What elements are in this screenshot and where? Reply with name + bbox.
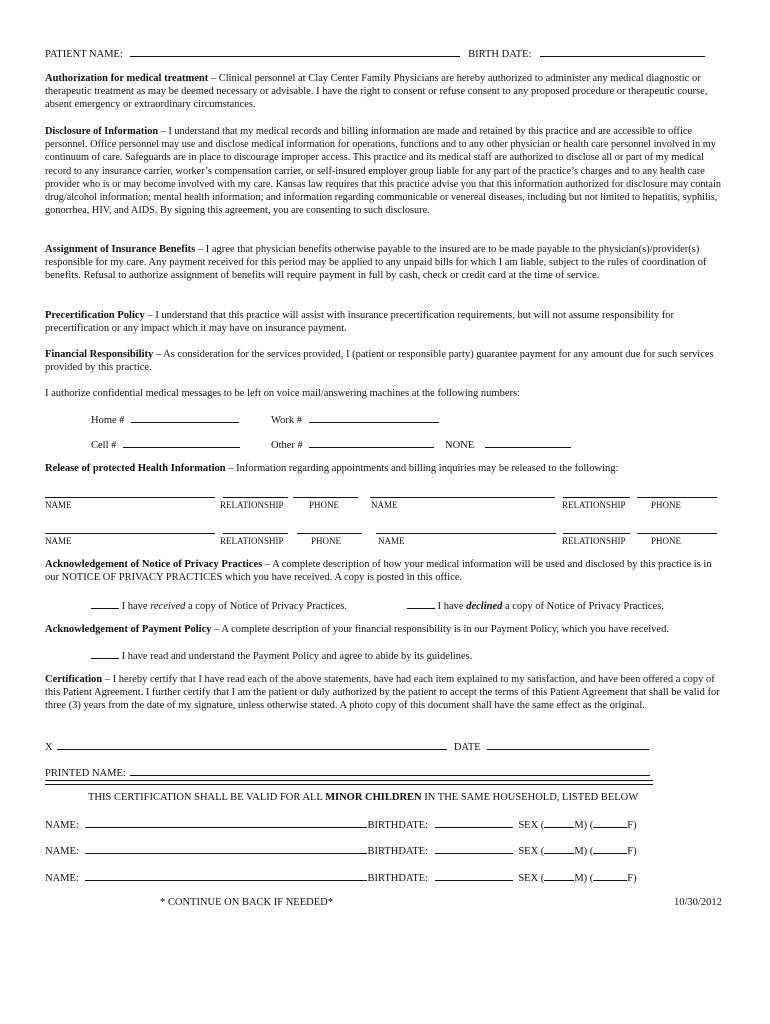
assignment-body: – I agree that physician benefits otherwise payable to the insured are to be made payable to the physician(s)/provider(s) responsible for my care. Any payment received for this period may be applied to any unpaid bills for which I am liable, subject to the rules of coordination of benefits. Refusal to authorize assignment of benefits will require payment in full by cash, check or credit card at the time of service.: [45, 244, 707, 282]
work-phone-label: Work #: [271, 415, 302, 426]
form-date: 10/30/2012: [674, 897, 722, 908]
release-phone-2-label: PHONE: [651, 500, 682, 510]
privacy-body: – A complete description of how your medical information will be used and disclosed by this practice is in our NOTICE OF PRIVACY PRACTICES which you have received. A copy is posted in this office.: [45, 559, 712, 584]
other-phone-row: [271, 437, 571, 452]
home-phone-field[interactable]: [131, 412, 239, 423]
privacy-declined-text: I have declined a copy of Notice of Privacy Practices.: [437, 601, 664, 612]
none-label: NONE: [445, 440, 475, 451]
privacy-received-text: I have received a copy of Notice of Privacy Practices.: [121, 601, 347, 612]
privacy-received-checkbox[interactable]: [91, 598, 119, 609]
authorization-title: Authorization for medical treatment: [45, 73, 209, 84]
minor-sex-label: SEX (: [518, 873, 545, 884]
minor-birthdate-field[interactable]: [435, 817, 513, 828]
release-phone-2-field[interactable]: [637, 496, 717, 498]
certification-title: Certification: [45, 674, 103, 685]
cell-phone-field[interactable]: [123, 437, 240, 448]
voicemail-text: I authorize confidential medical messages to be left on voice mail/answering machines at the following numbers:: [45, 388, 520, 399]
financial-title: Financial Responsibility: [45, 349, 154, 360]
payment-ack-row: [91, 648, 472, 663]
release-phone-1-field[interactable]: [293, 496, 358, 498]
precertification-section: [45, 309, 725, 335]
section-divider: [45, 780, 653, 785]
other-phone-label: Other #: [271, 440, 303, 451]
continue-note: * CONTINUE ON BACK IF NEEDED*: [160, 897, 333, 908]
none-field[interactable]: [485, 437, 571, 448]
financial-body: – As consideration for the services provided, I (patient or responsible party) guarantee payment for any amount due for such services provided by this practice.: [45, 349, 714, 374]
minor-m-label: M) (: [574, 820, 594, 831]
patient-name-row: [45, 46, 705, 61]
signature-x-label: X: [45, 742, 53, 753]
release-name-4-field[interactable]: [376, 532, 556, 534]
certification-section: [45, 673, 725, 713]
minor-name-label: NAME:: [45, 873, 79, 884]
minor-sex-label: SEX (: [518, 820, 545, 831]
release-relationship-2-field[interactable]: [563, 496, 630, 498]
minor-name-field[interactable]: [85, 870, 367, 881]
patient-name-label: PATIENT NAME:: [45, 49, 123, 60]
release-name-3-field[interactable]: [45, 532, 215, 534]
certification-body: – I hereby certify that I have read each of the above statements, have had each item explained to my satisfaction, and have been offered a copy of this Patient Agreement. I further certify that I am the patient or duly authorized by the patient to accept the terms of this Patient Agreement that shall be valid for three (3) years from the date of my signature, unless otherwise stated. A photo copy of this document shall have the same effect as the original.: [45, 674, 720, 712]
release-phone-4-label: PHONE: [651, 536, 682, 546]
release-name-2-field[interactable]: [370, 496, 555, 498]
minor-row: [45, 817, 637, 832]
minor-birthdate-field[interactable]: [435, 870, 513, 881]
printed-name-field[interactable]: [130, 765, 650, 776]
minor-f-label: F): [627, 846, 637, 857]
signature-date-field[interactable]: [487, 739, 649, 750]
printed-name-label: PRINTED NAME:: [45, 768, 126, 779]
minor-sex-f-field[interactable]: [593, 843, 627, 854]
minor-sex-label: SEX (: [518, 846, 545, 857]
disclosure-body: – I understand that my medical records and billing information are made and retained by this practice and are accessible to office personnel. Office personnel may use and disclose medical information for operations, functions and to any other physician or health care personnel involved in my continuum of care. Safeguards are in place to discourage improper access. This practice and its medical staff are authorized to disclose all or part of my medical record to any insurance carrier, worker’s compensation carrier, or self-insured employer group liable for any part of the practice’s charges and to any health care provider who is or may become involved with my care. Kansas law requires that this practice advise you that this information authorized for disclosure may contain drug/alcohol information; mental health information; and information regarding communicable or venereal diseases, including but not limited to hepatitis, syphilis, gonorrhea, HIV, and AIDS. By signing this agreement, you are consenting to such disclosure.: [45, 126, 721, 217]
minor-sex-m-field[interactable]: [544, 870, 574, 881]
minor-name-label: NAME:: [45, 846, 79, 857]
release-name-2-label: NAME: [371, 500, 398, 510]
release-relationship-4-label: RELATIONSHIP: [562, 536, 626, 546]
authorization-body: – Clinical personnel at Clay Center Family Physicians are hereby authorized to administer any medical diagnostic or therapeutic treatment as may be deemed necessary or advisable. I have the right to consent or refuse consent to any proposed procedure or therapeutic course, absent emergency or extraordinary circumstances.: [45, 73, 708, 111]
release-relationship-2-label: RELATIONSHIP: [562, 500, 626, 510]
minor-name-label: NAME:: [45, 820, 79, 831]
minor-birthdate-label: BIRTHDATE:: [367, 846, 429, 857]
birth-date-label: BIRTH DATE:: [468, 49, 532, 60]
disclosure-title: Disclosure of Information: [45, 126, 159, 137]
authorization-section: [45, 72, 725, 112]
release-relationship-4-field[interactable]: [563, 532, 630, 534]
release-section: [45, 462, 725, 475]
minor-row: [45, 843, 637, 858]
release-name-1-field[interactable]: [45, 496, 215, 498]
disclosure-section: [45, 125, 725, 217]
work-phone-row: [271, 412, 439, 427]
home-phone-row: [91, 412, 239, 427]
signature-row: [45, 739, 649, 754]
minor-f-label: F): [627, 820, 637, 831]
release-relationship-3-label: RELATIONSHIP: [220, 536, 284, 546]
minor-birthdate-label: BIRTHDATE:: [367, 873, 429, 884]
payment-section: [45, 623, 725, 636]
minors-heading: THIS CERTIFICATION SHALL BE VALID FOR ALL MINOR CHILDREN IN THE SAME HOUSEHOLD, LISTED BELOW: [88, 792, 639, 803]
payment-ack-text: I have read and understand the Payment Policy and agree to abide by its guidelines.: [121, 651, 473, 662]
payment-ack-checkbox[interactable]: [91, 648, 119, 659]
minor-sex-f-field[interactable]: [593, 870, 627, 881]
release-name-1-label: NAME: [45, 500, 72, 510]
privacy-received-row: [91, 598, 347, 613]
work-phone-field[interactable]: [309, 412, 439, 423]
release-body: – Information regarding appointments and billing inquiries may be released to the following:: [225, 463, 619, 474]
cell-phone-row: [91, 437, 240, 452]
release-title: Release of protected Health Information: [45, 463, 226, 474]
release-name-3-label: NAME: [45, 536, 72, 546]
release-phone-3-field[interactable]: [297, 532, 362, 534]
release-relationship-1-label: RELATIONSHIP: [220, 500, 284, 510]
assignment-title: Assignment of Insurance Benefits: [45, 244, 196, 255]
minor-f-label: F): [627, 873, 637, 884]
minor-m-label: M) (: [574, 846, 594, 857]
payment-body: – A complete description of your financial responsibility is in our Payment Policy, which you have received.: [211, 624, 669, 635]
privacy-section: [45, 558, 725, 584]
signature-date-label: DATE: [453, 742, 481, 753]
minor-name-field[interactable]: [85, 817, 367, 828]
cell-phone-label: Cell #: [91, 440, 117, 451]
minor-sex-m-field[interactable]: [544, 817, 574, 828]
privacy-title: Acknowledgement of Notice of Privacy Practices: [45, 559, 263, 570]
minor-row: [45, 870, 637, 885]
minor-name-field[interactable]: [85, 843, 367, 854]
release-name-4-label: NAME: [378, 536, 405, 546]
financial-section: [45, 348, 725, 374]
minor-birthdate-label: BIRTHDATE:: [367, 820, 429, 831]
patient-name-field[interactable]: [130, 46, 460, 57]
privacy-declined-checkbox[interactable]: [407, 598, 435, 609]
printed-name-row: [45, 765, 650, 780]
privacy-declined-row: [407, 598, 664, 613]
payment-title: Acknowledgement of Payment Policy: [45, 624, 212, 635]
minor-sex-f-field[interactable]: [593, 817, 627, 828]
minor-birthdate-field[interactable]: [435, 843, 513, 854]
home-phone-label: Home #: [91, 415, 125, 426]
minor-sex-m-field[interactable]: [544, 843, 574, 854]
release-relationship-3-field[interactable]: [223, 532, 288, 534]
release-relationship-1-field[interactable]: [223, 496, 288, 498]
precertification-body: – I understand that this practice will assist with insurance precertification requirements, but will not assume responsibility for precertification or any impact which it may have on insurance payment.: [45, 310, 675, 335]
assignment-section: [45, 243, 725, 283]
release-phone-4-field[interactable]: [637, 532, 717, 534]
release-phone-3-label: PHONE: [311, 536, 342, 546]
birth-date-field[interactable]: [540, 46, 705, 57]
other-phone-field[interactable]: [309, 437, 434, 448]
precertification-title: Precertification Policy: [45, 310, 145, 321]
release-phone-1-label: PHONE: [309, 500, 340, 510]
minor-m-label: M) (: [574, 873, 594, 884]
signature-field[interactable]: [57, 739, 447, 750]
